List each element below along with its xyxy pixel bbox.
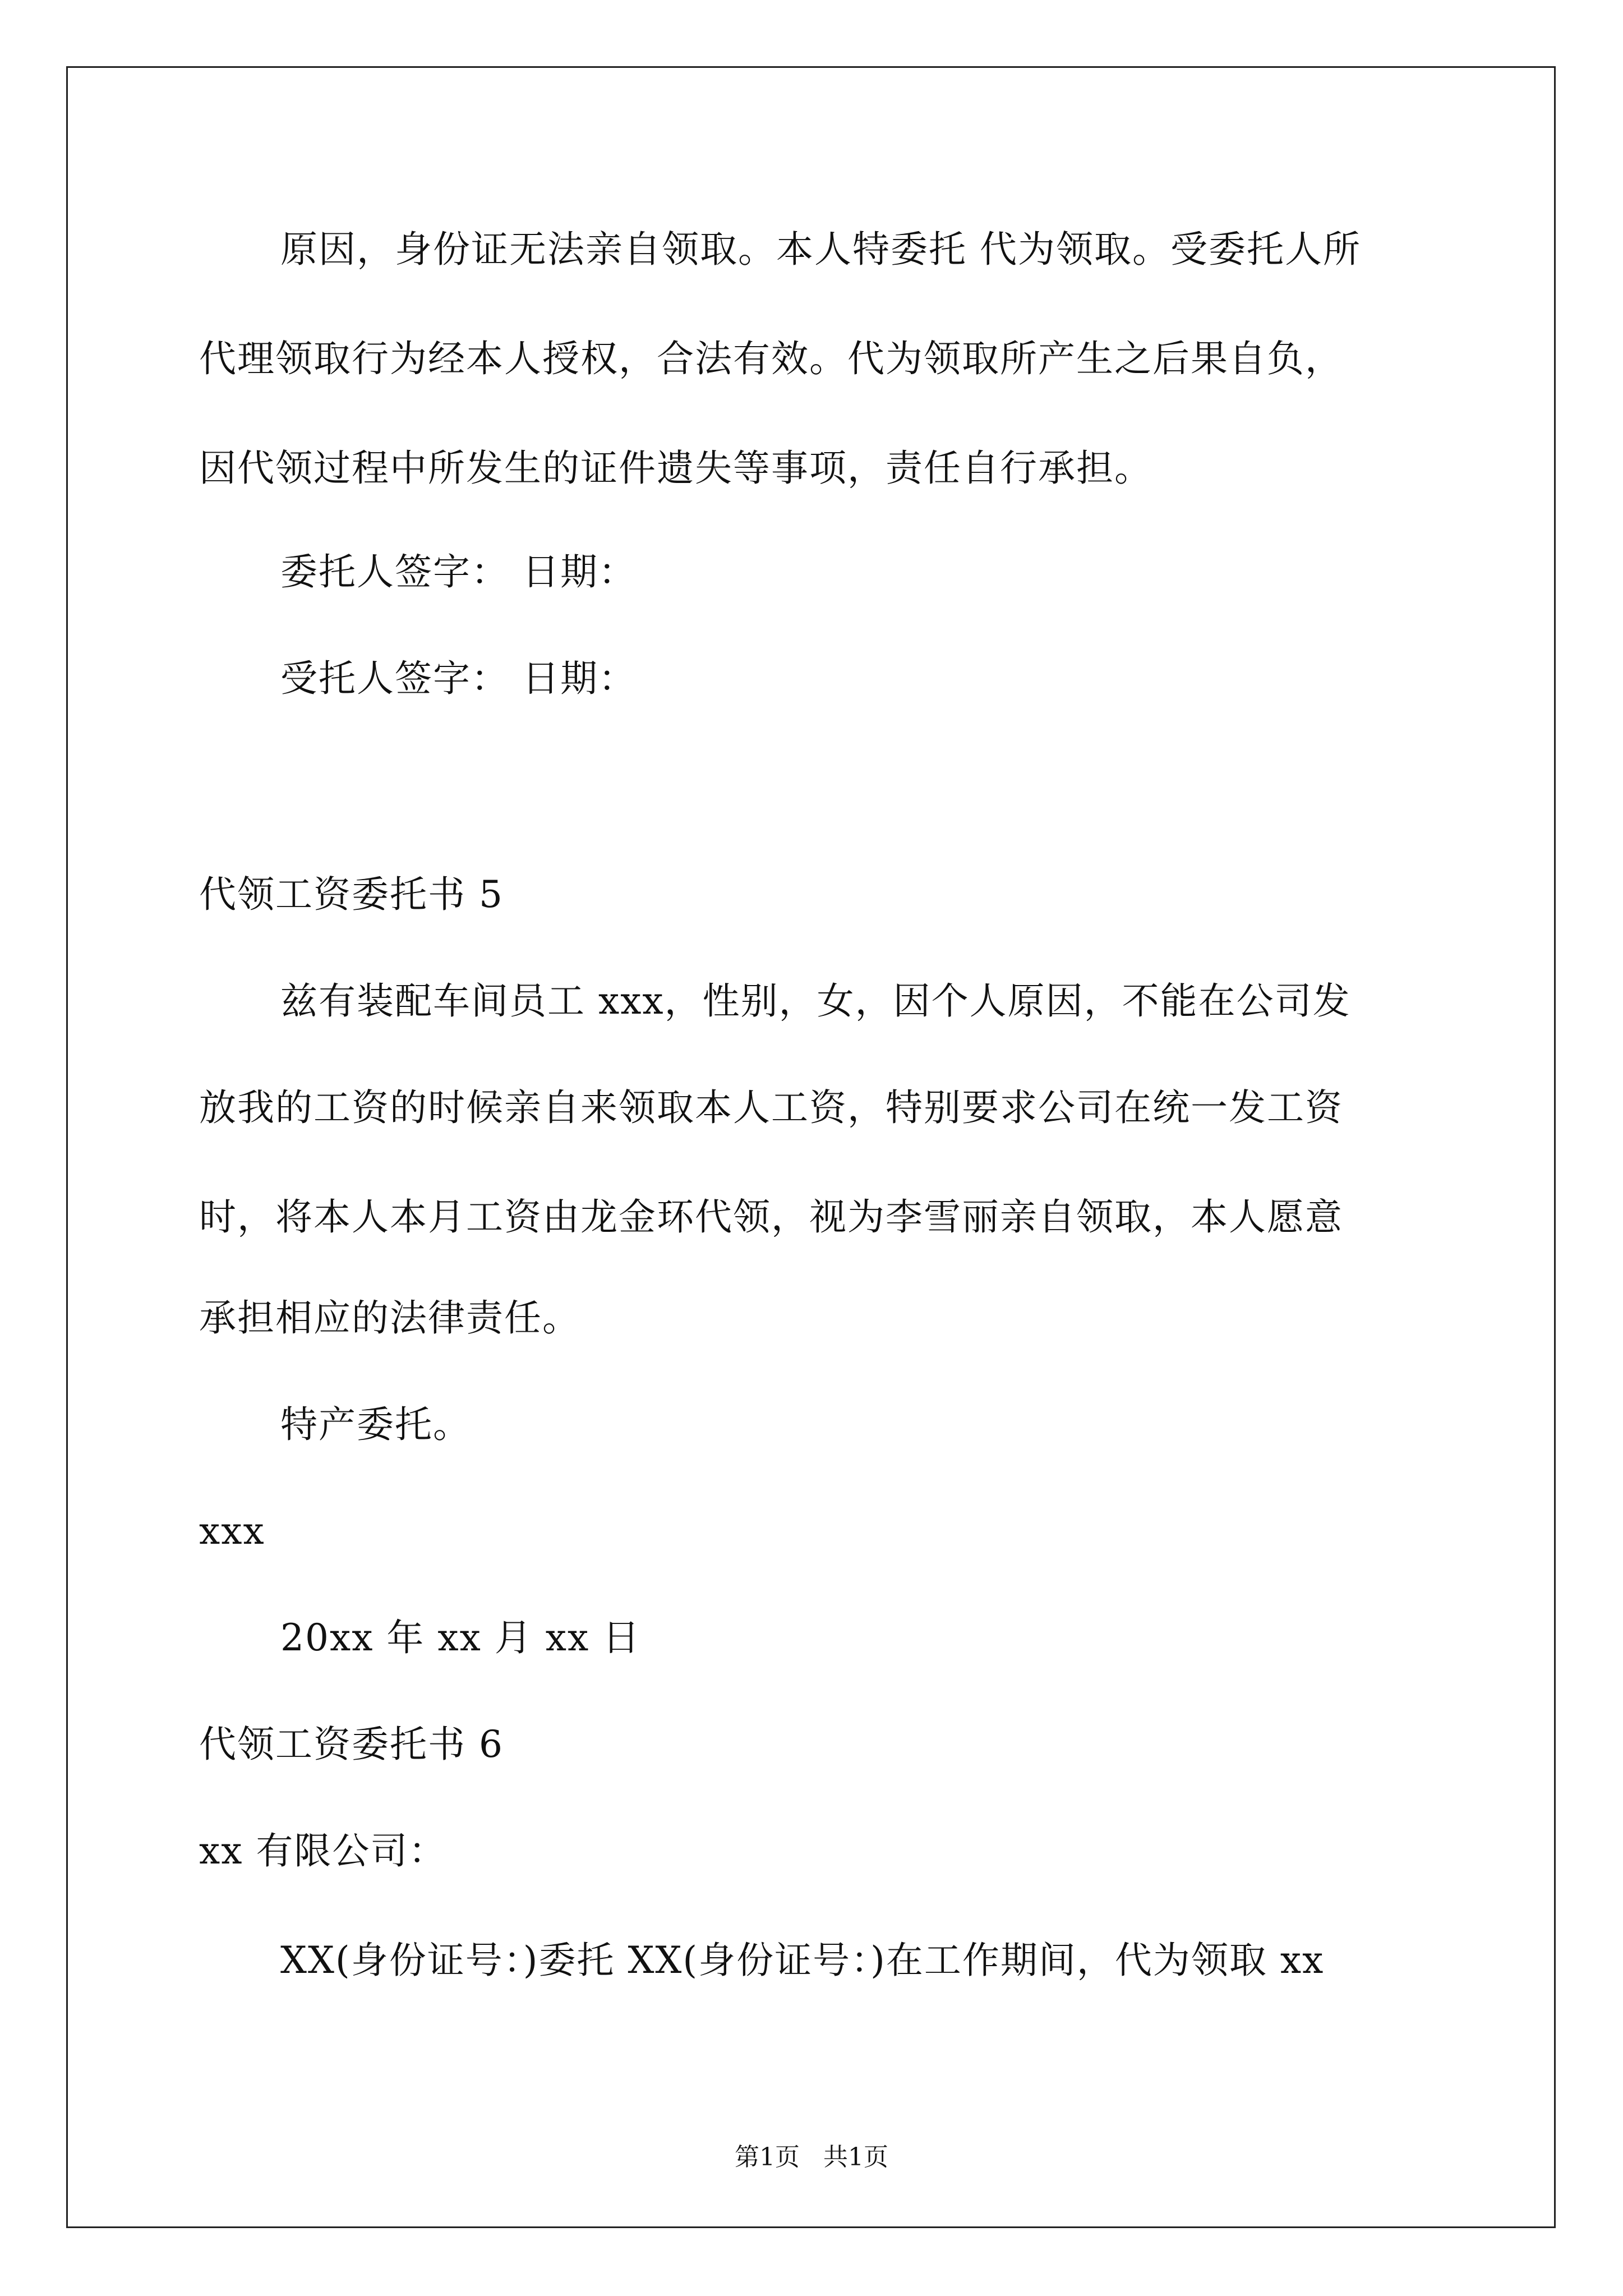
signer-name: xxx — [199, 1510, 265, 1553]
paragraph-line: 承担相应的法律责任。 — [199, 1296, 580, 1340]
paragraph-line: 因代领过程中所发生的证件遗失等事项，责任自行承担。 — [199, 447, 1152, 490]
page-footer: 第1页 共1页 — [735, 2143, 888, 2171]
paragraph-line: XX(身份证号：)委托 XX(身份证号：)在工作期间，代为领取 xx — [280, 1939, 1325, 1982]
paragraph-line: 代理领取行为经本人授权，合法有效。代为领取所产生之后果自负， — [199, 337, 1343, 380]
paragraph-line: 时，将本人本月工资由龙金环代领，视为李雪丽亲自领取，本人愿意 — [199, 1195, 1343, 1239]
section-heading: 代领工资委托书 6 — [199, 1723, 504, 1766]
paragraph-line: 原因，身份证无法亲自领取。本人特委托 代为领取。受委托人所 — [280, 228, 1361, 271]
paragraph-line: 兹有装配车间员工 xxx，性别，女，因个人原因，不能在公司发 — [280, 979, 1351, 1023]
addressee: xx 有限公司： — [199, 1829, 447, 1872]
entrust-note: 特产委托。 — [280, 1403, 471, 1446]
agent-signature-line: 受托人签字： 日期： — [280, 657, 637, 700]
principal-signature-line: 委托人签字： 日期： — [280, 550, 637, 593]
page-border — [66, 66, 1556, 2228]
paragraph-line: 放我的工资的时候亲自来领取本人工资，特别要求公司在统一发工资 — [199, 1086, 1343, 1129]
section-heading: 代领工资委托书 5 — [199, 873, 504, 916]
document-date: 20xx 年 xx 月 xx 日 — [280, 1616, 641, 1659]
